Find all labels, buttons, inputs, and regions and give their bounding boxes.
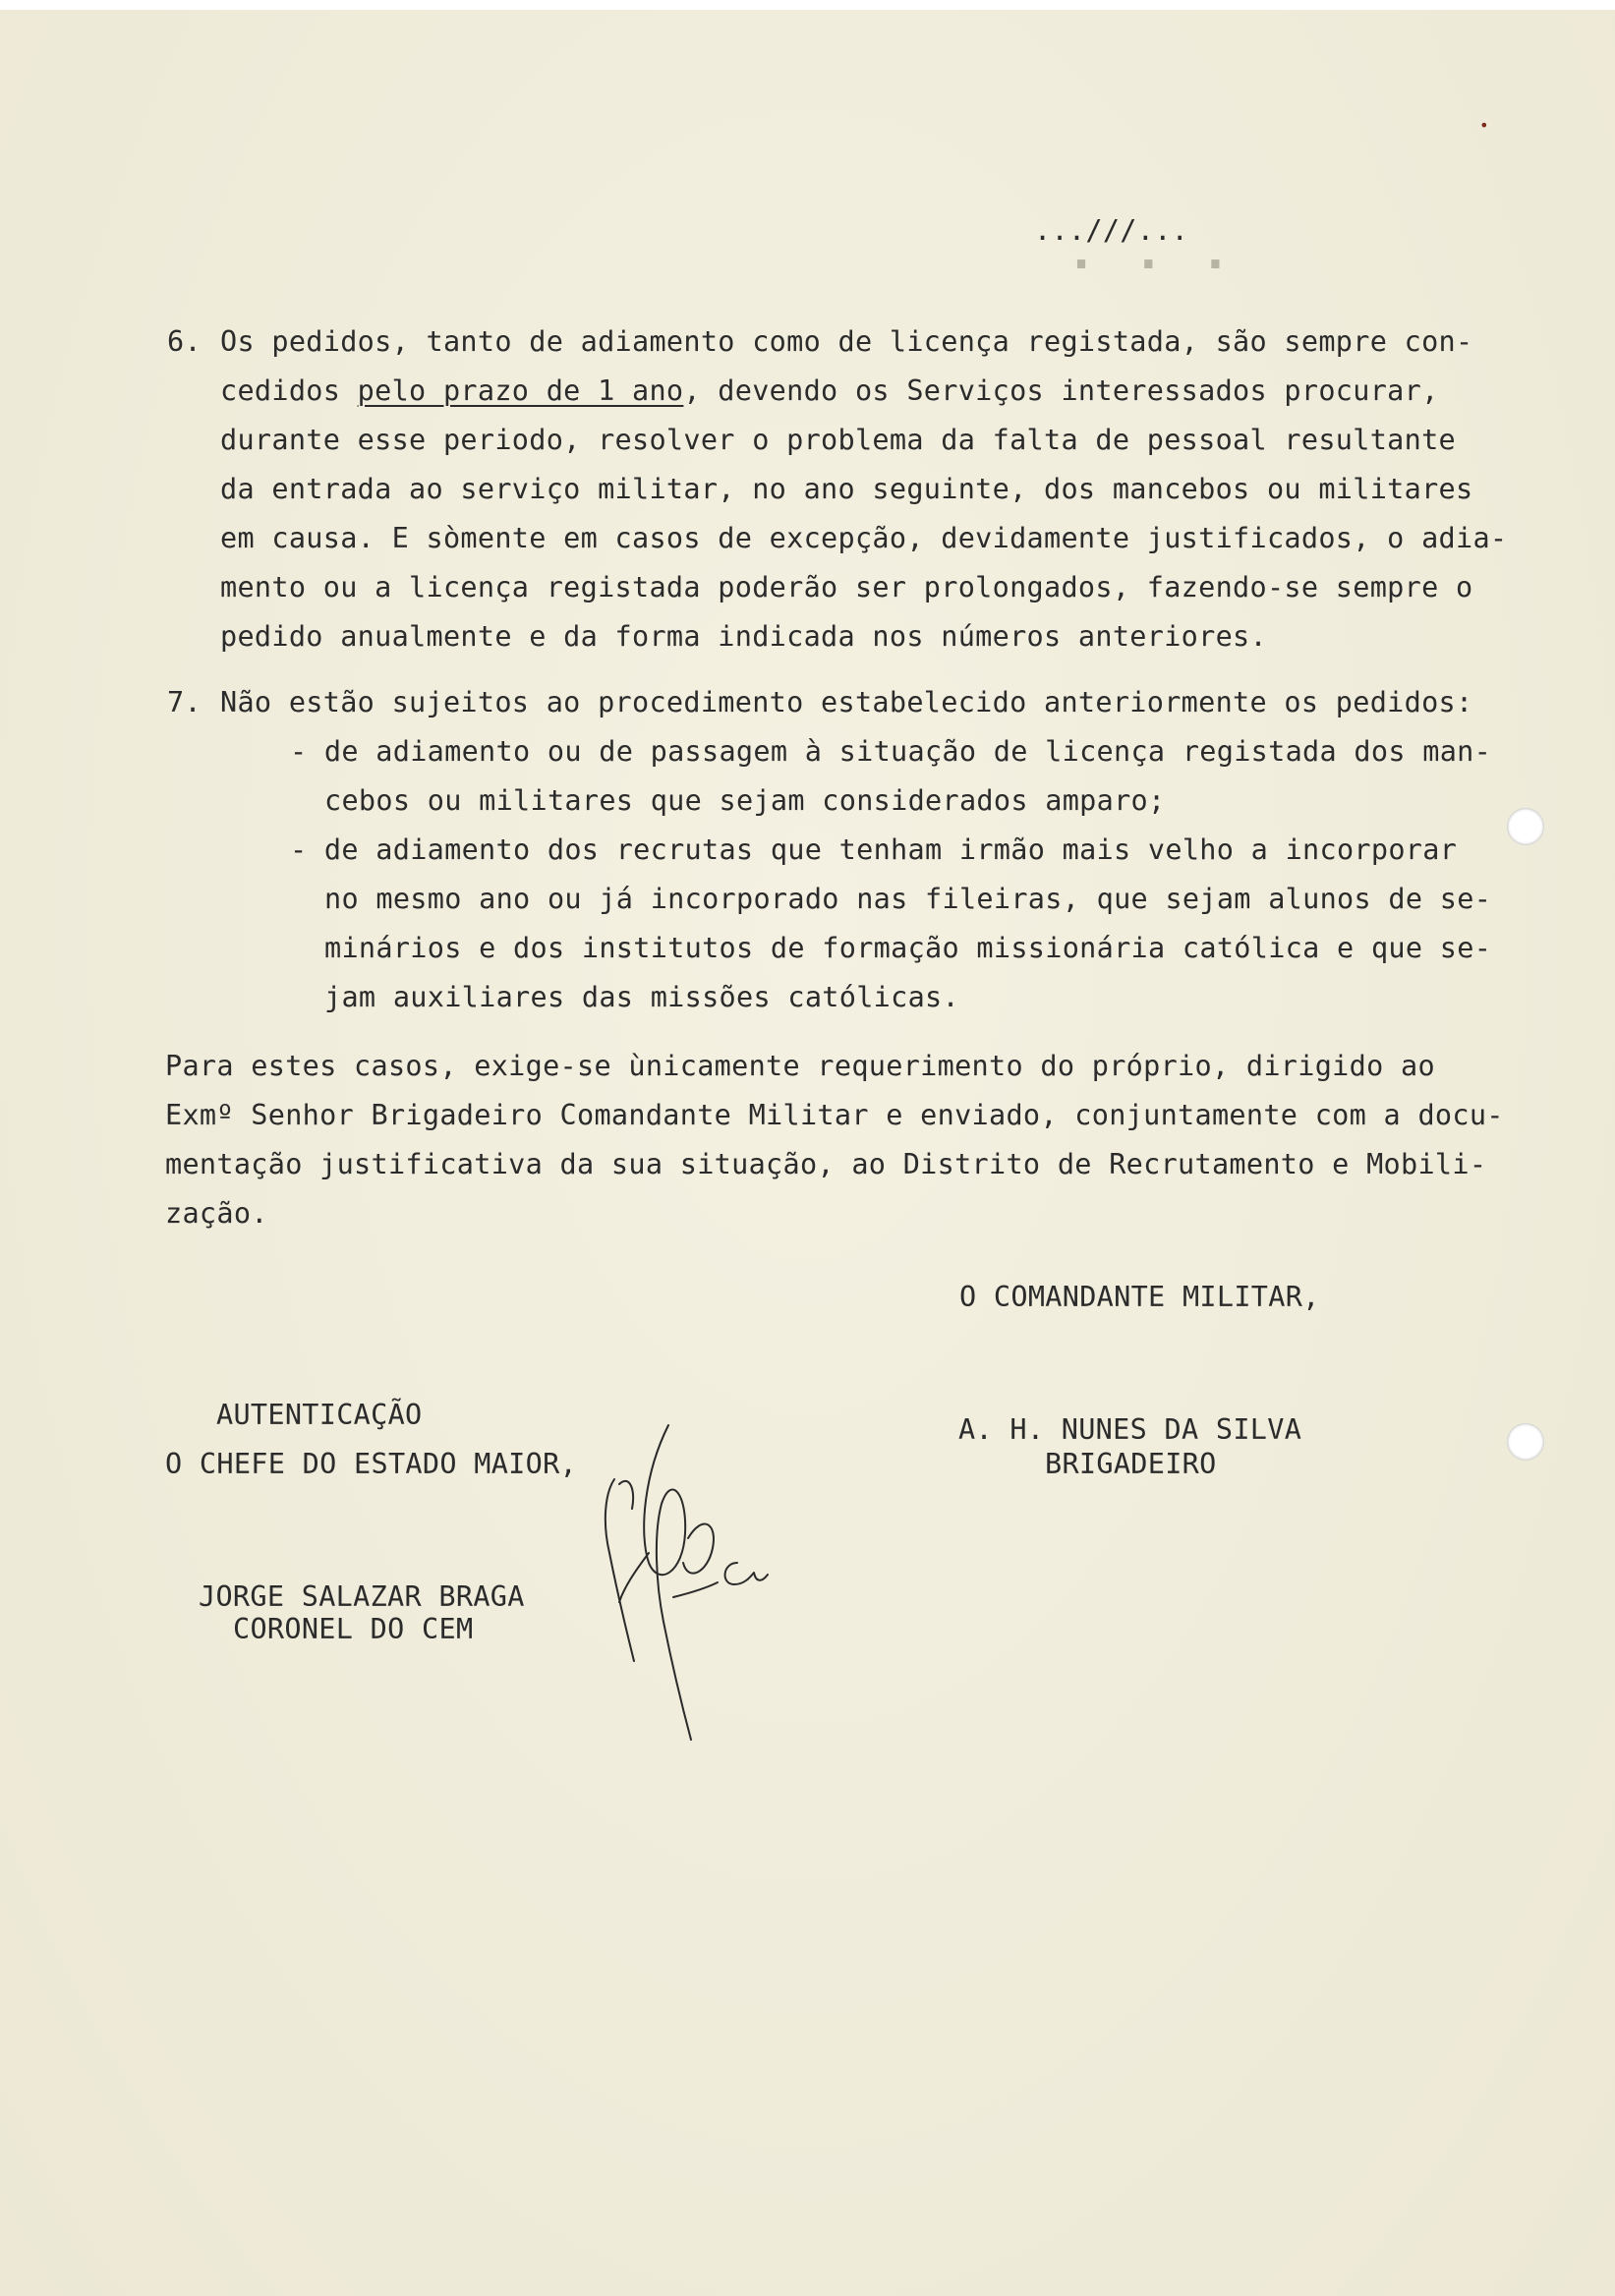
- paragraph-6-line-2-start: cedidos: [220, 374, 358, 407]
- commander-name: A. H. NUNES DA SILVA: [958, 1413, 1302, 1446]
- paragraph-6-line-1: Os pedidos, tanto de adiamento como de licença registada, são sempre con-: [220, 325, 1473, 358]
- punch-hole-bottom: [1507, 1423, 1544, 1461]
- paragraph-7-item-1-line-2: cebos ou militares que sejam considerados amparo;: [324, 784, 1166, 817]
- underlined-term-period: pelo prazo de 1 ano: [357, 374, 684, 407]
- commander-rank: BRIGADEIRO: [1045, 1448, 1217, 1480]
- paragraph-7-item-2-line-2: no mesmo ano ou já incorporado nas fileiras, que sejam alunos de se-: [324, 883, 1492, 915]
- authentication-name: JORGE SALAZAR BRAGA: [199, 1580, 525, 1613]
- paragraph-6-line-2-end: , devendo os Serviços interessados procurar,: [683, 374, 1439, 407]
- paragraph-6-line-5: em causa. E sòmente em casos de excepção, devidamente justificados, o adia-: [220, 522, 1508, 554]
- commander-title: O COMANDANTE MILITAR,: [959, 1281, 1320, 1313]
- paragraph-6-line-3: durante esse periodo, resolver o problema da falta de pessoal resultante: [220, 424, 1457, 456]
- punch-hole-top: [1507, 808, 1544, 845]
- authentication-rank: CORONEL DO CEM: [233, 1613, 474, 1645]
- ink-speck: •: [1479, 116, 1489, 135]
- bleed-through-number: · · ·: [1067, 236, 1235, 293]
- paragraph-6-line-4: da entrada ao serviço militar, no ano seguinte, dos mancebos ou militares: [220, 473, 1473, 505]
- closing-line-2: Exmº Senhor Brigadeiro Comandante Militar e enviado, conjuntamente com a docu-: [165, 1099, 1504, 1131]
- paragraph-7-item-2-line-3: minários e dos institutos de formação missionária católica e que se-: [324, 932, 1492, 964]
- paragraph-6-number: 6.: [167, 325, 202, 358]
- paragraph-6-line-7: pedido anualmente e da forma indicada nos números anteriores.: [220, 620, 1267, 653]
- authentication-role: O CHEFE DO ESTADO MAIOR,: [165, 1448, 578, 1480]
- paragraph-7-item-1-line-1: - de adiamento ou de passagem à situação de licença registada dos man-: [290, 735, 1492, 768]
- closing-line-3: mentação justificativa da sua situação, ao Distrito de Recrutamento e Mobili-: [165, 1148, 1487, 1180]
- closing-line-4: zação.: [165, 1197, 268, 1230]
- handwritten-signature: [575, 1415, 801, 1750]
- paragraph-7-item-2-line-1: - de adiamento dos recrutas que tenham irmão mais velho a incorporar: [290, 833, 1458, 866]
- closing-line-1: Para estes casos, exige-se ùnicamente requerimento do próprio, dirigido ao: [165, 1050, 1435, 1082]
- continuation-mark: ...///...: [1034, 214, 1189, 247]
- paragraph-7-number: 7.: [167, 686, 202, 718]
- authentication-label: AUTENTICAÇÃO: [216, 1399, 423, 1431]
- paragraph-7-line-1: Não estão sujeitos ao procedimento estabelecido anteriormente os pedidos:: [220, 686, 1473, 718]
- scan-border: [0, 0, 1615, 10]
- paragraph-6-line-2: [220, 367, 1439, 416]
- paragraph-7-item-2-line-4: jam auxiliares das missões católicas.: [324, 981, 959, 1013]
- paragraph-6-line-6: mento ou a licença registada poderão ser prolongados, fazendo-se sempre o: [220, 571, 1473, 603]
